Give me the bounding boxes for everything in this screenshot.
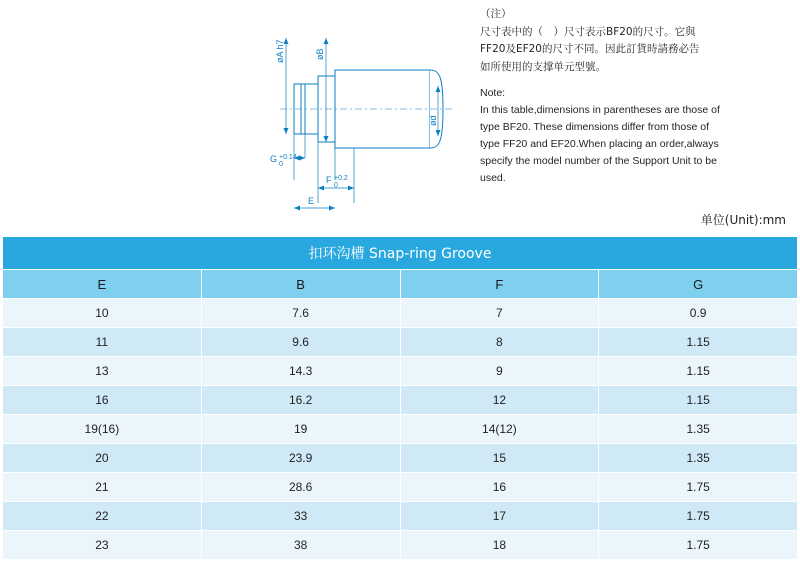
- dim-label-f: F: [326, 175, 332, 185]
- dim-label-g-tol-upper: +0.14: [279, 154, 297, 161]
- cell-f: 8: [400, 328, 599, 357]
- cell-f: 12: [400, 386, 599, 415]
- dim-label-diameter-a: øA h7: [275, 39, 285, 63]
- technical-drawing: [240, 8, 470, 223]
- note-cn-line-2: FF20及EF20的尺寸不同。因此訂貨時請務必告: [480, 43, 700, 55]
- table-title: 扣环沟槽 Snap-ring Groove: [3, 237, 798, 270]
- cell-e: 13: [3, 357, 202, 386]
- note-en-line-1: In this table,dimensions in parentheses are those of: [480, 104, 720, 116]
- unit-label: 单位(Unit):mm: [700, 213, 786, 227]
- note-en-line-2: type BF20. These dimensions differ from those of: [480, 121, 709, 133]
- note-en-line-3: type FF20 and EF20.When placing an order,always: [480, 138, 719, 150]
- cell-b: 7.6: [201, 299, 400, 328]
- cell-f: 16: [400, 473, 599, 502]
- cell-b: 14.3: [201, 357, 400, 386]
- table-row: [3, 386, 798, 415]
- note-cn-line-3: 如所使用的支撑单元型號。: [480, 60, 606, 73]
- note-block: [480, 6, 785, 187]
- dim-label-diameter-d: ød: [428, 115, 438, 126]
- cell-e: 11: [3, 328, 202, 357]
- cell-g: 1.75: [599, 531, 798, 560]
- cell-g: 1.75: [599, 473, 798, 502]
- table-row: [3, 444, 798, 473]
- table-row: [3, 415, 798, 444]
- cell-f: 14(12): [400, 415, 599, 444]
- table-row: [3, 531, 798, 560]
- table-row: [3, 328, 798, 357]
- table-row: [3, 473, 798, 502]
- dim-label-e: E: [308, 196, 315, 206]
- note-en-line-5: used.: [480, 172, 506, 184]
- cell-g: 1.35: [599, 444, 798, 473]
- cell-g: 1.15: [599, 357, 798, 386]
- table-title-row: [3, 237, 798, 270]
- specs-table-wrapper: [2, 236, 798, 560]
- cell-f: 9: [400, 357, 599, 386]
- note-en-line-4: specify the model number of the Support Unit to be: [480, 155, 717, 167]
- note-heading: Note:: [480, 87, 506, 99]
- cell-e: 21: [3, 473, 202, 502]
- cell-e: 23: [3, 531, 202, 560]
- note-cn-line-1: 尺寸表中的（ ）尺寸表示BF20的尺寸。它與: [480, 25, 696, 38]
- cell-g: 1.15: [599, 328, 798, 357]
- cell-g: 1.35: [599, 415, 798, 444]
- cell-b: 38: [201, 531, 400, 560]
- top-section: [0, 0, 800, 232]
- column-header-f: F: [400, 270, 599, 299]
- cell-b: 9.6: [201, 328, 400, 357]
- column-header-g: G: [599, 270, 798, 299]
- note-cn-marker: （注）: [480, 8, 512, 20]
- snap-ring-groove-table: [2, 236, 798, 560]
- cell-e: 16: [3, 386, 202, 415]
- cell-g: 1.15: [599, 386, 798, 415]
- dim-label-g-tol-lower: 0: [279, 161, 283, 168]
- cell-f: 18: [400, 531, 599, 560]
- cell-e: 22: [3, 502, 202, 531]
- cell-e: 19(16): [3, 415, 202, 444]
- cell-f: 17: [400, 502, 599, 531]
- cell-b: 16.2: [201, 386, 400, 415]
- cell-b: 28.6: [201, 473, 400, 502]
- cell-b: 23.9: [201, 444, 400, 473]
- cell-b: 19: [201, 415, 400, 444]
- table-row: [3, 357, 798, 386]
- table-row: [3, 299, 798, 328]
- column-header-e: E: [3, 270, 202, 299]
- cell-e: 10: [3, 299, 202, 328]
- cell-f: 7: [400, 299, 599, 328]
- cell-e: 20: [3, 444, 202, 473]
- column-header-b: B: [201, 270, 400, 299]
- dim-label-g: G: [270, 154, 278, 164]
- dim-label-f-tol-lower: 0: [334, 182, 338, 189]
- cell-b: 33: [201, 502, 400, 531]
- cell-g: 0.9: [599, 299, 798, 328]
- table-row: [3, 502, 798, 531]
- cell-f: 15: [400, 444, 599, 473]
- dim-label-f-tol-upper: +0.2: [334, 175, 348, 182]
- table-header-row: [3, 270, 798, 299]
- cell-g: 1.75: [599, 502, 798, 531]
- dim-label-diameter-b: øB: [315, 48, 325, 60]
